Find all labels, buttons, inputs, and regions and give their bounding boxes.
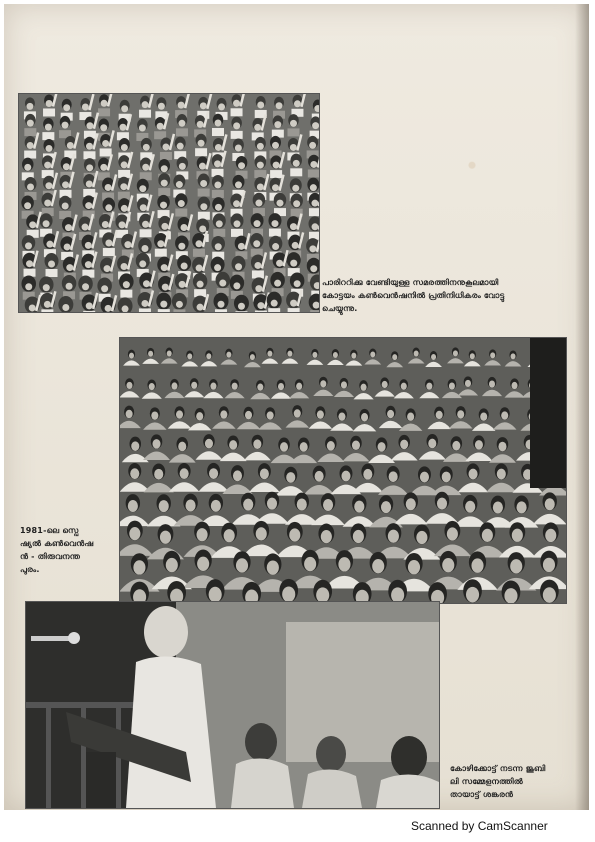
caption-line: ഷ്യൽ കൺവെൻഷ (20, 539, 94, 548)
camscanner-watermark: Scanned by CamScanner (411, 819, 548, 833)
caption-line: ലി സമ്മേളനത്തിൽ (450, 777, 523, 786)
crowd-raising-hands-photo (18, 93, 320, 313)
seated-audience-photo-icon (120, 338, 566, 603)
caption-line: ചെയ്യുന്നു. (322, 304, 358, 313)
caption-kozhikode-jubilee (450, 762, 585, 801)
caption-line: തായാട്ട് ശങ്കരൻ (450, 790, 514, 799)
page-edge-shadow (575, 4, 589, 810)
crowd-photo-icon (19, 94, 319, 312)
caption-special-convention (20, 524, 115, 576)
caption-line: കോഴിക്കോട്ട് നടന്ന ജൂബി (450, 764, 546, 773)
caption-line: പുരം. (20, 565, 40, 574)
caption-line: കോട്ടയം കൺവെൻഷനിൽ പ്രതിനിധികരം വോട്ടു (322, 291, 505, 300)
convention-audience-photo (119, 337, 567, 604)
caption-line: ൻ - തിരുവനന്ത (20, 552, 81, 561)
caption-kottayam-convention (322, 276, 572, 315)
speaker-photo-icon (26, 602, 439, 808)
caption-line: 1981-ലെ സ്പെ (20, 526, 79, 535)
speaker-at-podium-photo (25, 601, 440, 809)
caption-line: പാരിററിക്കു വേണ്ടിയുള്ള സമരത്തിനനുകൂലമായി (322, 278, 499, 287)
